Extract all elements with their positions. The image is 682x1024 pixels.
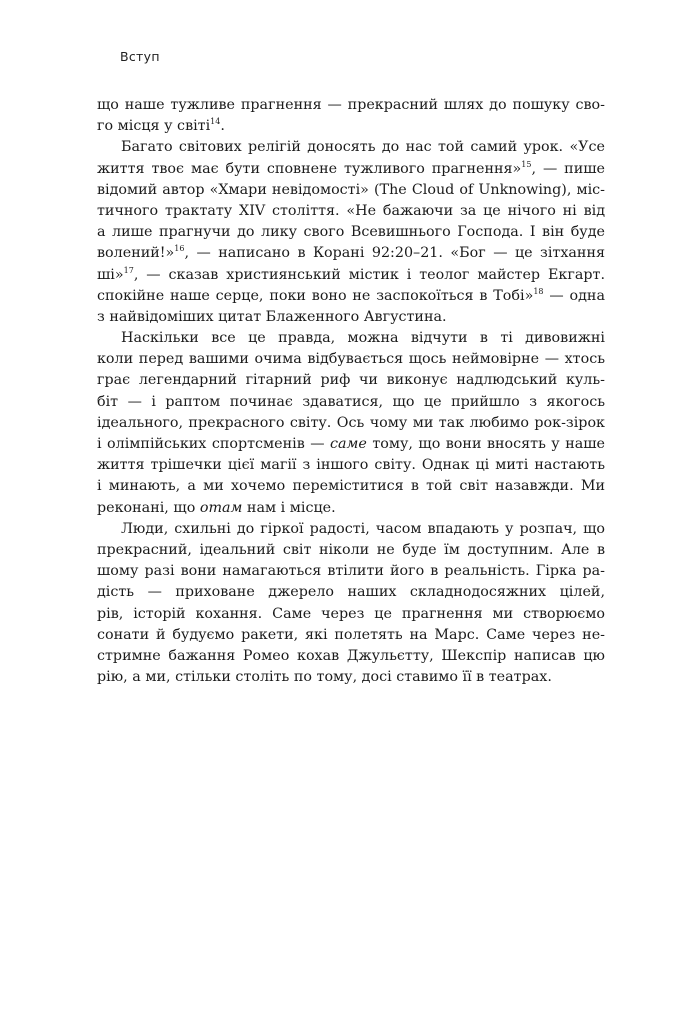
text-line: ші»$^{17}$, — сказав християнський містик і теолог майстер Екгарт. (97, 265, 605, 283)
text-line: і олімпійських спортсменів — саме тому, що вони вносять у наше (97, 436, 605, 452)
text-line: тичного трактату XIV століття. «Не бажаючи за це нічого ні від (97, 202, 605, 219)
footnote-ref: 14 (210, 117, 221, 127)
text-line: що наше тужливе прагнення — прекрасний шлях до пошуку сво- (97, 97, 605, 113)
text-line: а лише прагнучи до лику свого Всевишнього Господа. І він буде (97, 224, 605, 241)
footnote-ref: 18 (533, 286, 544, 296)
paragraph (97, 137, 605, 328)
paragraph (97, 328, 605, 519)
emphasis: саме (330, 436, 367, 452)
text-line: відомий автор «Хмари невідомості» (The Cloud of Unknowing), міс- (97, 181, 605, 198)
footnote-ref: 17 (123, 265, 134, 275)
running-head: Вступ (120, 49, 160, 64)
text-line: грає легендарний гітарний риф чи виконує надлюдський куль- (97, 372, 605, 389)
text-line: життя твоє має бути сповнене тужливого прагнення»$^{15}$, — пише (97, 159, 605, 177)
text-line: шому разі вони намагаються втілити його в реальність. Гірка ра- (97, 563, 605, 580)
emphasis: отам (199, 499, 243, 516)
text-line: коли перед вашими очима відбувається щось неймовірне — хтось (97, 351, 605, 368)
text-line: спокійне наше серце, поки воно не заспокоїться в Тобі»$^{18}$ — одна (97, 286, 605, 304)
paragraph (97, 519, 605, 689)
text-line: Багато світових релігій доносять до нас той самий урок. «Усе (121, 139, 605, 156)
text-line: сонати й будуємо ракети, які полетять на Марс. Саме через не- (97, 626, 605, 643)
paragraph (97, 95, 605, 137)
text-line: го місця у світі$^{14}$. (97, 117, 225, 135)
text-line: і минають, а ми хочемо переміститися в той світ назавжди. Ми (97, 478, 605, 495)
text-line: Наскільки все це правда, можна відчути в ті дивовижні (121, 330, 605, 347)
text-line: рів, історій кохання. Саме через це прагнення ми створюємо (97, 605, 605, 622)
text-line: рію, а ми, стільки століть по тому, досі ставимо її в театрах. (97, 669, 552, 686)
text-line: реконані, що отам нам і місце. (97, 499, 336, 516)
text-line: прекрасний, ідеальний світ ніколи не буде їм доступним. Але в (97, 541, 605, 558)
text-line: ідеального, прекрасного світу. Ось чому ми так любимо рок-зірок (97, 414, 605, 431)
text-line: біт — і раптом починає здаватися, що це прийшло з якогось (97, 393, 605, 410)
footnote-ref: 15 (521, 159, 532, 169)
text-line: життя трішечки цієї магії з іншого світу. Однак ці миті настають (97, 457, 605, 474)
text-line: дість — приховане джерело наших складнодосяжних цілей, (97, 584, 605, 601)
text-line: стримне бажання Ромео кохав Джульєтту, Шекспір написав цю (97, 647, 605, 664)
text-line: волений!»$^{16}$, — написано в Корані 92:20–21. «Бог — це зітхання (97, 244, 605, 262)
text-line: з найвідоміших цитат Блаженного Августина. (97, 308, 447, 325)
body-text (97, 95, 605, 688)
text-line: Люди, схильні до гіркої радості, часом впадають у розпач, що (121, 520, 605, 537)
footnote-ref: 16 (174, 244, 185, 254)
